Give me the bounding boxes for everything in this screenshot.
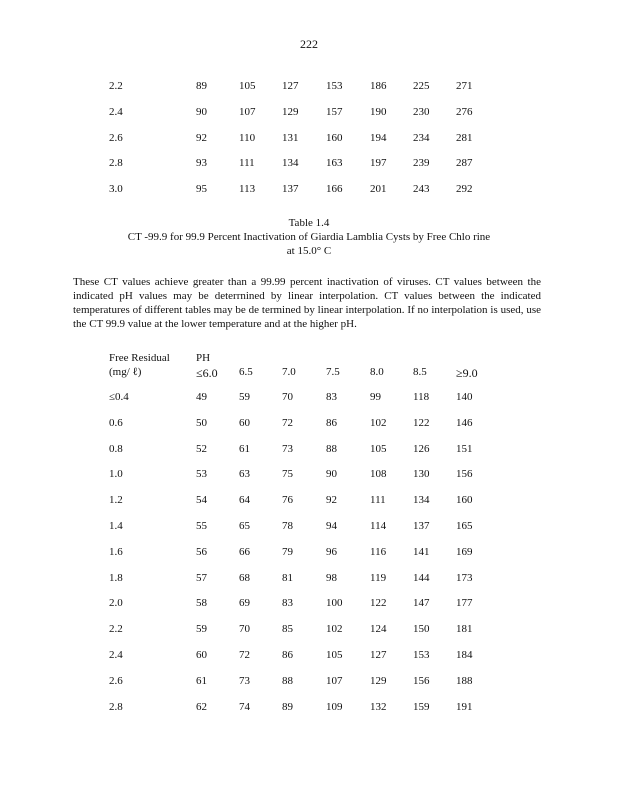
table-cell: 74 xyxy=(239,700,250,713)
top-ct-table xyxy=(0,80,618,209)
table-cell: 52 xyxy=(196,442,207,455)
table-cell: 111 xyxy=(370,494,386,507)
table-cell: 239 xyxy=(413,157,430,170)
table-cell: 83 xyxy=(326,391,337,403)
table-cell: 186 xyxy=(370,80,387,92)
table-row xyxy=(0,106,618,132)
table-cell: 127 xyxy=(282,80,299,92)
table-cell: 144 xyxy=(413,571,430,584)
header-ph-value: 8.5 xyxy=(413,366,427,378)
table-cell: 89 xyxy=(282,700,293,713)
table-cell: 159 xyxy=(413,700,430,713)
table-row xyxy=(0,157,618,183)
table-cell: 126 xyxy=(413,442,430,455)
table-cell: 92 xyxy=(196,131,207,144)
table-cell: 118 xyxy=(413,391,430,403)
table-cell: 153 xyxy=(413,648,430,661)
table-cell: 194 xyxy=(370,131,387,144)
table-cell: 76 xyxy=(282,494,293,507)
table-cell: 201 xyxy=(370,183,387,196)
table-cell: 188 xyxy=(456,674,473,687)
table-row xyxy=(0,391,618,417)
table-cell: 50 xyxy=(196,416,207,429)
table-cell: 89 xyxy=(196,80,207,92)
header-ph-value: 6.5 xyxy=(239,366,253,378)
table-cell-row-label: 2.2 xyxy=(109,623,123,636)
table-row xyxy=(0,623,618,649)
header-units: (mg/ ℓ) xyxy=(109,366,142,378)
table-cell: 169 xyxy=(456,545,473,558)
table-cell: 184 xyxy=(456,648,473,661)
table-cell: 110 xyxy=(239,131,256,144)
table-cell: 131 xyxy=(282,131,299,144)
table-cell-row-label: 2.6 xyxy=(109,131,123,144)
table-cell-row-label: 0.6 xyxy=(109,416,123,429)
table-cell: 230 xyxy=(413,105,430,118)
table-cell: 276 xyxy=(456,105,473,118)
table-cell: 197 xyxy=(370,157,387,170)
table-cell: 153 xyxy=(326,80,343,92)
table-cell: 166 xyxy=(326,183,343,196)
table-cell: 61 xyxy=(239,442,250,455)
table-cell: 137 xyxy=(282,183,299,196)
table-cell: 114 xyxy=(370,519,387,532)
table-cell: 165 xyxy=(456,519,473,532)
table-cell: 140 xyxy=(456,391,473,403)
table-cell: 69 xyxy=(239,597,250,610)
table-cell-row-label: 1.0 xyxy=(109,468,123,481)
table-cell: 156 xyxy=(413,674,430,687)
table-cell: 70 xyxy=(282,391,293,403)
table-cell-row-label: 1.8 xyxy=(109,571,123,584)
table-row xyxy=(0,649,618,675)
table-cell: 109 xyxy=(326,700,343,713)
table-cell: 72 xyxy=(282,416,293,429)
table-row xyxy=(0,468,618,494)
table-cell: 59 xyxy=(196,623,207,636)
table-cell-row-label: 1.2 xyxy=(109,494,123,507)
table-row xyxy=(0,572,618,598)
table-cell: 111 xyxy=(239,157,255,170)
table-cell: 107 xyxy=(239,105,256,118)
table-cell: 94 xyxy=(326,519,337,532)
table-cell: 134 xyxy=(282,157,299,170)
table-cell: 134 xyxy=(413,494,430,507)
caption-title: Table 1.4 xyxy=(288,217,330,229)
table-cell-row-label: 1.6 xyxy=(109,545,123,558)
table-cell: 63 xyxy=(239,468,250,481)
table-cell: 73 xyxy=(282,442,293,455)
table-cell: 59 xyxy=(239,391,250,403)
table-cell: 271 xyxy=(456,80,473,92)
table-cell: 151 xyxy=(456,442,473,455)
header-ph-value: ≤6.0 xyxy=(196,366,218,380)
table-cell: 287 xyxy=(456,157,473,170)
table-cell-row-label: 2.4 xyxy=(109,648,123,661)
bottom-ct-table xyxy=(0,391,618,726)
table-cell: 62 xyxy=(196,700,207,713)
table-cell: 177 xyxy=(456,597,473,610)
table-row xyxy=(0,132,618,158)
table-row xyxy=(0,597,618,623)
table-cell: 116 xyxy=(370,545,387,558)
table-cell: 90 xyxy=(326,468,337,481)
table-row xyxy=(0,520,618,546)
table-cell: 60 xyxy=(239,416,250,429)
table-cell: 102 xyxy=(370,416,387,429)
table-cell: 54 xyxy=(196,494,207,507)
table-row xyxy=(0,546,618,572)
table-row xyxy=(0,494,618,520)
table-cell-row-label: 0.8 xyxy=(109,442,123,455)
table-cell: 70 xyxy=(239,623,250,636)
table-cell: 73 xyxy=(239,674,250,687)
table-cell-row-label: 2.8 xyxy=(109,700,123,713)
table-cell: 57 xyxy=(196,571,207,584)
table-cell: 130 xyxy=(413,468,430,481)
table-cell: 81 xyxy=(282,571,293,584)
table-cell: 160 xyxy=(326,131,343,144)
table-cell: 49 xyxy=(196,391,207,403)
table-cell-row-label: 2.0 xyxy=(109,597,123,610)
table-cell-row-label: 2.6 xyxy=(109,674,123,687)
table-cell: 127 xyxy=(370,648,387,661)
table-cell: 181 xyxy=(456,623,473,636)
page-number: 222 xyxy=(300,37,318,51)
table-cell: 90 xyxy=(196,105,207,118)
table-cell: 156 xyxy=(456,468,473,481)
table-cell: 292 xyxy=(456,183,473,196)
table-cell: 119 xyxy=(370,571,387,584)
table-cell: 83 xyxy=(282,597,293,610)
table-row xyxy=(0,80,618,106)
table-cell: 75 xyxy=(282,468,293,481)
bottom-table-header xyxy=(0,352,618,382)
table-cell: 173 xyxy=(456,571,473,584)
table-caption xyxy=(0,216,618,258)
table-cell: 65 xyxy=(239,519,250,532)
table-cell: 98 xyxy=(326,571,337,584)
table-cell: 64 xyxy=(239,494,250,507)
table-cell-row-label: 2.8 xyxy=(109,157,123,170)
table-cell: 88 xyxy=(282,674,293,687)
table-cell: 122 xyxy=(413,416,430,429)
table-cell: 79 xyxy=(282,545,293,558)
table-cell: 93 xyxy=(196,157,207,170)
table-cell: 190 xyxy=(370,105,387,118)
table-cell: 234 xyxy=(413,131,430,144)
table-cell: 105 xyxy=(239,80,256,92)
table-cell: 225 xyxy=(413,80,430,92)
header-ph-label: PH xyxy=(196,352,211,364)
table-cell: 99 xyxy=(370,391,381,403)
table-cell-row-label: 2.2 xyxy=(109,80,123,92)
header-ph-value: ≥9.0 xyxy=(456,366,478,380)
header-ph-value: 7.0 xyxy=(282,366,296,378)
header-free-residual: Free Residual xyxy=(109,352,170,364)
table-cell: 129 xyxy=(282,105,299,118)
table-cell: 147 xyxy=(413,597,430,610)
table-row xyxy=(0,417,618,443)
table-cell: 61 xyxy=(196,674,207,687)
table-row xyxy=(0,701,618,727)
table-cell: 105 xyxy=(370,442,387,455)
table-cell: 124 xyxy=(370,623,387,636)
table-cell: 55 xyxy=(196,519,207,532)
table-cell: 146 xyxy=(456,416,473,429)
table-cell-row-label: 3.0 xyxy=(109,183,123,196)
table-cell: 100 xyxy=(326,597,343,610)
table-cell: 95 xyxy=(196,183,207,196)
table-row xyxy=(0,443,618,469)
table-cell: 191 xyxy=(456,700,473,713)
table-cell: 243 xyxy=(413,183,430,196)
table-cell: 132 xyxy=(370,700,387,713)
table-cell: 281 xyxy=(456,131,473,144)
header-ph-value: 7.5 xyxy=(326,366,340,378)
table-cell-row-label: 2.4 xyxy=(109,105,123,118)
table-cell: 66 xyxy=(239,545,250,558)
table-cell: 122 xyxy=(370,597,387,610)
caption-subtitle: CT -99.9 for 99.9 Percent Inactivation of Giardia Lamblia Cysts by Free Chlo rine xyxy=(127,231,491,243)
table-cell: 107 xyxy=(326,674,343,687)
table-cell: 86 xyxy=(282,648,293,661)
table-cell: 60 xyxy=(196,648,207,661)
table-cell: 96 xyxy=(326,545,337,558)
table-cell: 72 xyxy=(239,648,250,661)
table-cell-row-label: 1.4 xyxy=(109,519,123,532)
table-cell: 160 xyxy=(456,494,473,507)
table-cell: 108 xyxy=(370,468,387,481)
header-ph-value: 8.0 xyxy=(370,366,384,378)
table-cell: 88 xyxy=(326,442,337,455)
table-cell: 56 xyxy=(196,545,207,558)
table-row xyxy=(0,183,618,209)
table-cell: 58 xyxy=(196,597,207,610)
table-cell: 86 xyxy=(326,416,337,429)
table-cell: 102 xyxy=(326,623,343,636)
table-cell-row-label: ≤0.4 xyxy=(109,391,129,403)
table-row xyxy=(0,675,618,701)
table-cell: 157 xyxy=(326,105,343,118)
caption-temperature: at 15.0° C xyxy=(286,245,332,257)
table-cell: 129 xyxy=(370,674,387,687)
table-cell: 113 xyxy=(239,183,256,196)
table-cell: 105 xyxy=(326,648,343,661)
table-cell: 68 xyxy=(239,571,250,584)
table-cell: 53 xyxy=(196,468,207,481)
table-cell: 92 xyxy=(326,494,337,507)
table-cell: 141 xyxy=(413,545,430,558)
table-cell: 137 xyxy=(413,519,430,532)
table-cell: 78 xyxy=(282,519,293,532)
table-cell: 150 xyxy=(413,623,430,636)
intro-paragraph: These CT values achieve greater than a 99.99 percent inactivation of viruses. CT values between the indicated pH values may be deterrnined by linear interpolation. CT values between the indicated temperatures of different tables may be de termined by linear interpolation. If no interpolation is used, use the CT 99.9 value at the lower temperature and at the higher pH. xyxy=(73,276,541,330)
table-cell: 163 xyxy=(326,157,343,170)
table-cell: 85 xyxy=(282,623,293,636)
